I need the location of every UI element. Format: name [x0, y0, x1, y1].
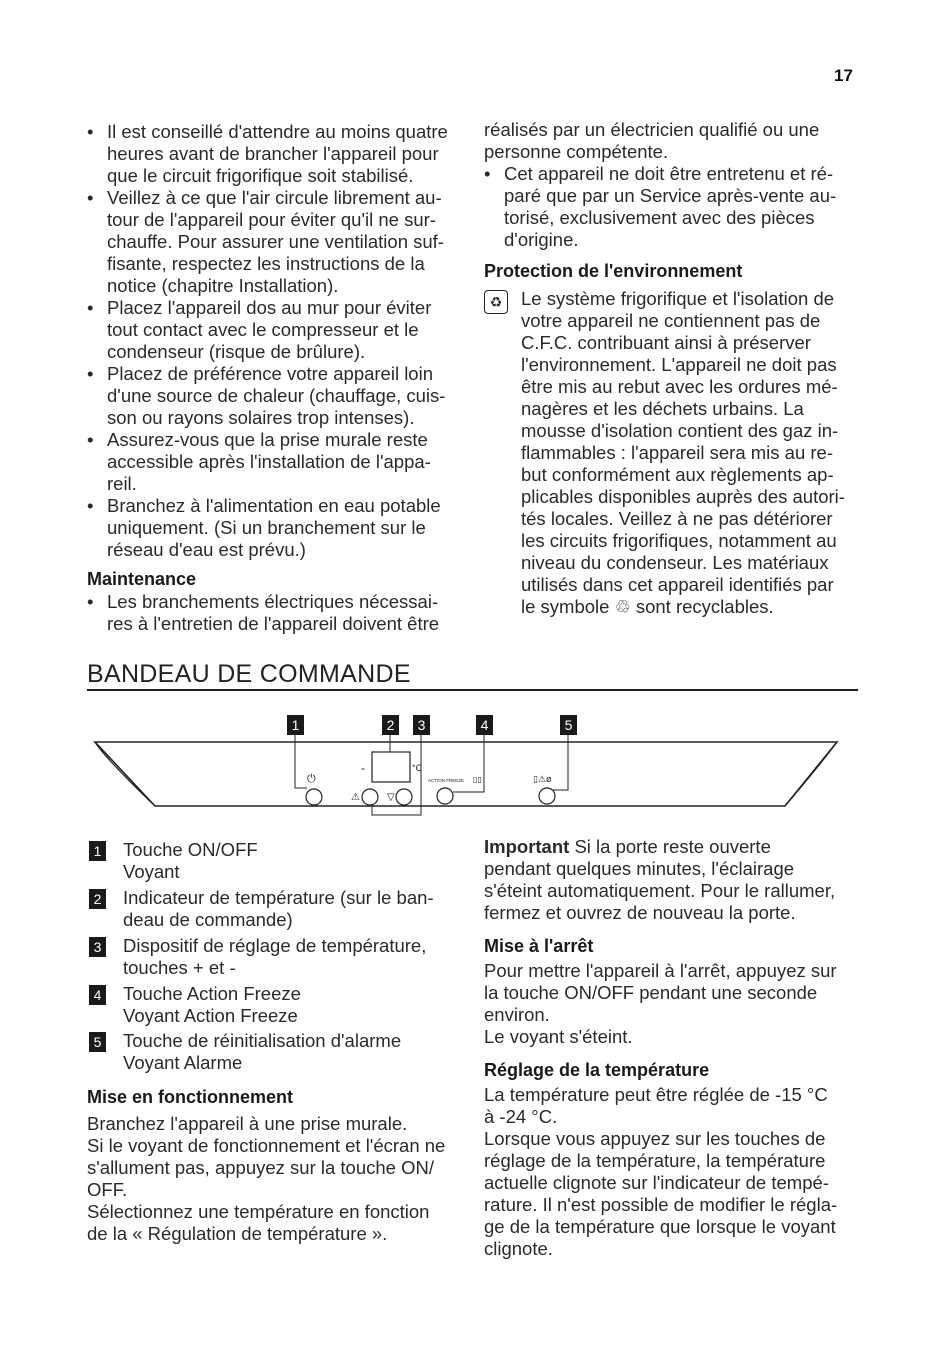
line: personne compétente.	[484, 141, 669, 162]
mise-a-larret-heading: Mise à l'arrêt	[484, 936, 594, 956]
line: s'éteint automatiquement. Pour le rallumer,	[484, 880, 836, 901]
line: flammables : l'appareil sera mis au re-	[521, 442, 833, 463]
maintenance-list	[87, 591, 472, 635]
legend-text	[123, 983, 301, 1027]
line: • Il est conseillé d'attendre au moins quatre	[107, 121, 448, 142]
line: s'allument pas, appuyez sur la touche ON/	[87, 1157, 434, 1178]
line: • Placez de préférence votre appareil loin	[107, 363, 433, 384]
badge-5	[560, 715, 577, 735]
eco-icon: ♻	[484, 290, 508, 314]
legend-badge: 5	[89, 1032, 106, 1052]
line: utilisés dans cet appareil identifiés par	[521, 574, 834, 595]
right-column-bottom	[484, 836, 864, 1260]
line: son ou rayons solaires trop intenses).	[107, 407, 415, 428]
line: Le système frigorifique et l'isolation de	[521, 288, 835, 309]
legend-text	[123, 887, 434, 931]
on-off-button	[306, 789, 322, 805]
line: tour de l'appareil pour éviter qu'il ne sur-	[107, 209, 436, 230]
line: notice (chapitre Installation).	[107, 275, 339, 296]
line	[521, 596, 864, 618]
line: fisante, respectez les instructions de la	[107, 253, 425, 274]
line: torisé, exclusivement avec des pièces	[504, 207, 815, 228]
line: que le circuit frigorifique soit stabilisé.	[107, 165, 414, 186]
svg-text:5: 5	[564, 717, 573, 733]
line: ge de la température que lorsque le voyant	[484, 1216, 836, 1237]
down-symbol: ▽	[387, 792, 395, 803]
line: Lorsque vous appuyez sur les touches de	[484, 1128, 826, 1149]
line: fermez et ouvrez de nouveau la porte.	[484, 902, 796, 923]
line: rature. Il n'est possible de modifier le régla-	[484, 1194, 838, 1215]
action-freeze-button	[437, 788, 453, 804]
line: votre appareil ne contiennent pas de	[521, 310, 821, 331]
svg-text:1: 1	[291, 717, 300, 733]
line: réseau d'eau est prévu.)	[107, 539, 306, 560]
line: Voyant	[123, 861, 180, 882]
line: deau de commande)	[123, 909, 293, 930]
bullet-item	[87, 363, 472, 429]
bullet-item	[87, 121, 472, 187]
mise-en-fonctionnement-heading: Mise en fonctionnement	[87, 1087, 294, 1107]
line: plicables disponibles auprès des autori-	[521, 486, 845, 507]
line: à -24 °C.	[484, 1106, 558, 1127]
line: • Cet appareil ne doit être entretenu et ré-	[504, 163, 834, 184]
page-number: 17	[834, 66, 853, 85]
line: paré que par un Service après-vente au-	[504, 185, 837, 206]
badge-3	[413, 715, 430, 735]
safety-bullet-list	[87, 121, 472, 561]
action-freeze-label: ACTION FREEZE	[428, 778, 465, 783]
line: res à l'entretien de l'appareil doivent être	[107, 613, 440, 634]
line: chauffe. Pour assurer une ventilation suf-	[107, 231, 444, 252]
bullet-item	[87, 297, 472, 363]
line: Touche de réinitialisation d'alarme	[123, 1030, 402, 1051]
leader-lines	[295, 735, 568, 815]
temp-minus-button	[396, 789, 412, 805]
bullet-item	[87, 429, 472, 495]
environment-heading: Protection de l'environnement	[484, 261, 743, 281]
line: réglage de la température, la température	[484, 1150, 826, 1171]
text: Si la porte reste ouverte	[569, 836, 771, 857]
line: Branchez l'appareil à une prise murale.	[87, 1113, 408, 1134]
line: de la « Régulation de température ».	[87, 1223, 388, 1244]
line: la touche ON/OFF pendant une seconde	[484, 982, 818, 1003]
line: nagères et les déchets urbains. La	[521, 398, 804, 419]
line: • Assurez-vous que la prise murale reste	[107, 429, 428, 450]
celsius-label: °C	[412, 763, 423, 773]
badge-1	[287, 715, 304, 735]
control-panel-diagram	[85, 710, 855, 830]
temp-plus-button	[362, 789, 378, 805]
bullet-item	[87, 187, 472, 297]
line: accessible après l'installation de l'appa-	[107, 451, 431, 472]
right-column-top	[484, 119, 864, 618]
line: • Branchez à l'alimentation en eau potable	[107, 495, 441, 516]
bullet-item	[87, 591, 472, 635]
line: Le voyant s'éteint.	[484, 1026, 633, 1047]
line: Indicateur de température (sur le ban-	[123, 887, 434, 908]
legend-badge: 4	[89, 985, 106, 1005]
line: • Les branchements électriques nécessai-	[107, 591, 439, 612]
line: reil.	[107, 473, 137, 494]
line: Touche ON/OFF	[123, 839, 258, 860]
left-column-top	[87, 121, 472, 635]
important-label: Important	[484, 836, 570, 857]
line: Voyant Action Freeze	[123, 1005, 298, 1026]
recycle-icon: ♲	[614, 597, 631, 617]
maintenance-heading: Maintenance	[87, 569, 197, 589]
service-list	[484, 163, 864, 251]
environment-block	[484, 288, 864, 618]
line: tés locales. Veillez à ne pas détériorer	[521, 508, 833, 529]
freeze-icon: ▯▯	[473, 775, 482, 784]
line: Si le voyant de fonctionnement et l'écran ne	[87, 1135, 446, 1156]
line: clignote.	[484, 1238, 553, 1259]
line: Pour mettre l'appareil à l'arrêt, appuyez sur	[484, 960, 837, 981]
mise-en-fonctionnement-section	[87, 1085, 472, 1245]
line: • Placez l'appareil dos au mur pour éviter	[107, 297, 432, 318]
reglage-heading: Réglage de la température	[484, 1060, 710, 1080]
legend-text	[123, 935, 426, 979]
section-rule	[87, 689, 858, 691]
text: sont recyclables.	[635, 596, 774, 617]
minus-symbol: -	[361, 761, 365, 775]
line: but conformément aux règlements ap-	[521, 464, 834, 485]
svg-text:3: 3	[417, 717, 426, 733]
important-note	[484, 836, 864, 924]
legend-badge: 2	[89, 889, 106, 909]
legend-badge: 3	[89, 937, 106, 957]
line: condenseur (risque de brûlure).	[107, 341, 366, 362]
section-title: BANDEAU DE COMMANDE	[87, 660, 411, 688]
legend-badge: 1	[89, 841, 106, 861]
line	[484, 836, 864, 858]
line: • Veillez à ce que l'air circule librement au-	[107, 187, 442, 208]
line: Touche Action Freeze	[123, 983, 301, 1004]
line: Sélectionnez une température en fonction	[87, 1201, 430, 1222]
line: d'une source de chaleur (chauffage, cuis-	[107, 385, 446, 406]
line: touches + et -	[123, 957, 236, 978]
bullet-item	[484, 163, 864, 251]
line: Voyant Alarme	[123, 1052, 243, 1073]
warning-symbol: ⚠	[351, 792, 360, 803]
line: heures avant de brancher l'appareil pour	[107, 143, 439, 164]
line: uniquement. (Si un branchement sur le	[107, 517, 426, 538]
line: réalisés par un électricien qualifié ou une	[484, 119, 820, 140]
line: C.F.C. contribuant ainsi à préserver	[521, 332, 811, 353]
power-symbol: ⏻	[307, 772, 316, 785]
alarm-symbols: ▯⚠ø	[533, 775, 552, 785]
svg-text:2: 2	[386, 717, 395, 733]
legend-text	[123, 1030, 401, 1074]
badge-2	[382, 715, 399, 735]
panel-outline	[95, 742, 837, 806]
alarm-reset-button	[539, 788, 555, 804]
line: être mis au rebut avec les ordures mé-	[521, 376, 838, 397]
svg-text:4: 4	[480, 717, 489, 733]
line: La température peut être réglée de -15 °C	[484, 1084, 828, 1105]
line: les circuits frigorifiques, notamment au	[521, 530, 837, 551]
bullet-item	[87, 495, 472, 561]
line: l'environnement. L'appareil ne doit pas	[521, 354, 837, 375]
line: pendant quelques minutes, l'éclairage	[484, 858, 795, 879]
line: tout contact avec le compresseur et le	[107, 319, 419, 340]
text: le symbole	[521, 596, 610, 617]
badge-4	[476, 715, 493, 735]
line: mousse d'isolation contient des gaz in-	[521, 420, 839, 441]
line: Dispositif de réglage de température,	[123, 935, 427, 956]
legend-text	[123, 839, 258, 883]
line: environ.	[484, 1004, 550, 1025]
line: d'origine.	[504, 229, 579, 250]
line: OFF.	[87, 1179, 128, 1200]
line: actuelle clignote sur l'indicateur de tempé-	[484, 1172, 829, 1193]
temperature-display	[372, 752, 410, 782]
line: niveau du condenseur. Les matériaux	[521, 552, 829, 573]
